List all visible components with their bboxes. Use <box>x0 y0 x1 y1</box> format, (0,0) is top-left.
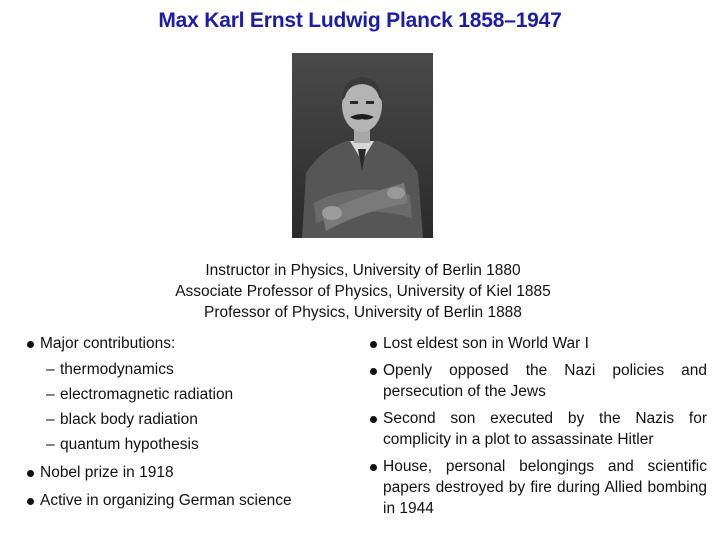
bullet-icon <box>370 416 377 423</box>
portrait-illustration <box>292 53 433 238</box>
contributions-item <box>27 333 347 354</box>
contributions-heading: Major contributions: <box>40 335 176 352</box>
right-item-text: House, personal belongings and scientific papers destroyed by fire during Allied bombing in 1944 <box>383 458 707 517</box>
right-item <box>370 360 707 402</box>
nobel-item <box>27 462 347 483</box>
active-text: Active in organizing German science <box>40 492 292 509</box>
active-item <box>27 490 347 511</box>
dash-icon: – <box>46 386 55 403</box>
bullet-icon <box>27 498 34 505</box>
career-positions <box>0 260 720 323</box>
contribution-label: electromagnetic radiation <box>60 386 234 403</box>
right-item-text: Lost eldest son in World War I <box>383 335 589 352</box>
right-column <box>370 333 707 519</box>
bullet-icon <box>27 341 34 348</box>
position-line: Professor of Physics, University of Berlin 1888 <box>204 304 522 321</box>
bullet-icon <box>370 464 377 471</box>
position-line: Instructor in Physics, University of Berlin 1880 <box>205 262 521 279</box>
contribution-label: quantum hypothesis <box>60 436 199 453</box>
contribution-label: black body radiation <box>60 411 198 428</box>
contribution-subitem <box>27 434 347 455</box>
bullet-icon <box>370 368 377 375</box>
right-item-text: Second son executed by the Nazis for complicity in a plot to assassinate Hitler <box>383 410 707 448</box>
right-item <box>370 408 707 450</box>
dash-icon: – <box>46 361 55 378</box>
contribution-subitem <box>27 384 347 405</box>
dash-icon: – <box>46 411 55 428</box>
contribution-subitem <box>27 409 347 430</box>
portrait-photo <box>292 53 433 238</box>
position-line: Associate Professor of Physics, University of Kiel 1885 <box>175 283 551 300</box>
bullet-icon <box>370 341 377 348</box>
contribution-subitem <box>27 359 347 380</box>
dash-icon: – <box>46 436 55 453</box>
right-item-text: Openly opposed the Nazi policies and persecution of the Jews <box>383 362 707 400</box>
nobel-text: Nobel prize in 1918 <box>40 464 174 481</box>
right-item <box>370 333 707 354</box>
contribution-label: thermodynamics <box>60 361 174 378</box>
slide-title: Max Karl Ernst Ludwig Planck 1858–1947 <box>158 9 562 32</box>
right-item <box>370 456 707 519</box>
bullet-icon <box>27 470 34 477</box>
left-column <box>27 333 347 511</box>
